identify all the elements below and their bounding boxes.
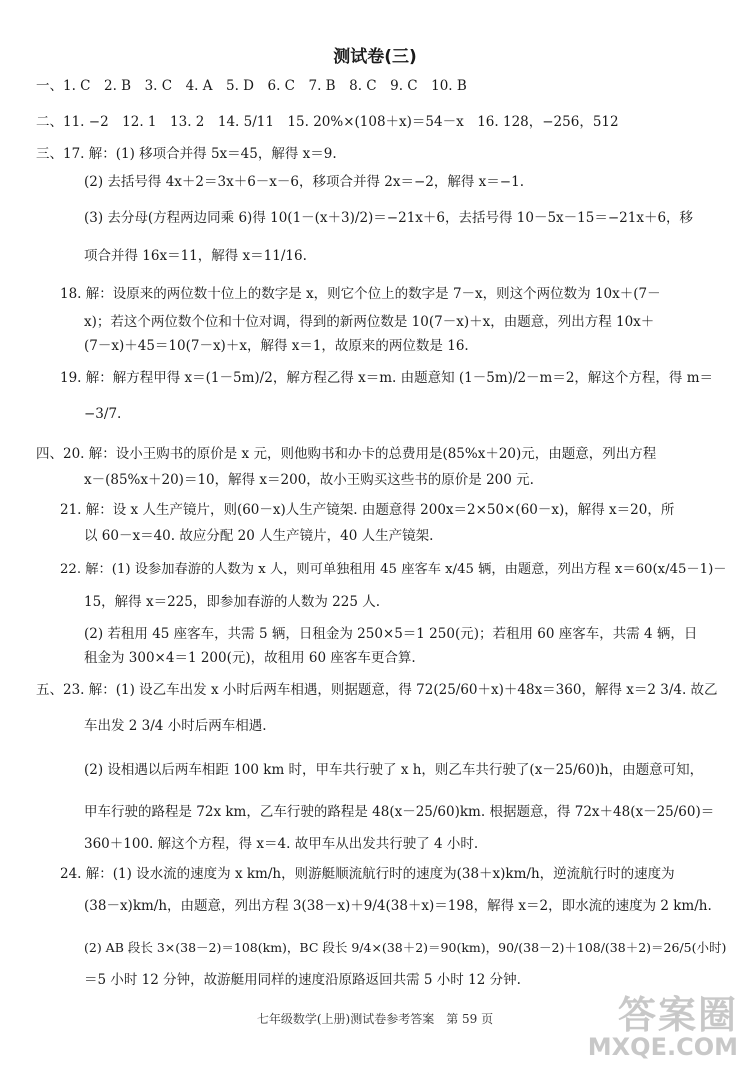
watermark-logo bbox=[588, 995, 738, 1059]
answer-line: 一、1. C 2. B 3. C 4. A 5. D 6. C 7. B 8. C 9. C 10. B bbox=[36, 78, 467, 94]
answer-line: ＝5 小时 12 分钟，故游艇用同样的速度沿原路返回共需 5 小时 12 分钟. bbox=[84, 972, 521, 988]
watermark-text: 答案圈 bbox=[617, 993, 738, 1037]
answer-line: 甲车行驶的路程是 72x km，乙车行驶的路程是 48(x－25/60)km. 根据题意，得 72x＋48(x－25/60)＝ bbox=[84, 804, 715, 820]
page-footer: 七年级数学(上册)测试卷参考答案 第 59 页 bbox=[256, 1012, 494, 1026]
answer-line: x－(85%x＋20)＝10，解得 x＝200，故小王购买这些书的原价是 200 元. bbox=[84, 472, 534, 488]
answer-line: 项合并得 16x＝11，解得 x＝11/16. bbox=[84, 248, 307, 264]
answer-line: 二、11. −2 12. 1 13. 2 14. 5/11 15. 20%×(108＋x)＝54－x 16. 128，−256，512 bbox=[36, 114, 619, 130]
answer-line: (2) AB 段长 3×(38－2)＝108(km)，BC 段长 9/4×(38＋2)＝90(km)，90/(38－2)＋108/(38＋2)＝26/5(小时) bbox=[84, 940, 727, 955]
answer-line: (3) 去分母(方程两边同乘 6)得 10(1－(x＋3)/2)＝−21x＋6，去括号得 10－5x－15＝−21x＋6，移 bbox=[84, 210, 694, 226]
answer-line: (38－x)km/h，由题意，列出方程 3(38－x)＋9/4(38＋x)＝198，解得 x＝2，即水流的速度为 2 km/h. bbox=[84, 898, 712, 914]
answer-line: 18. 解：设原来的两位数十位上的数字是 x，则它个位上的数字是 7－x，则这个两位数为 10x＋(7－ bbox=[60, 286, 661, 302]
answer-line: (7－x)＋45＝10(7－x)＋x，解得 x＝1，故原来的两位数是 16. bbox=[84, 338, 469, 354]
answer-line: −3/7. bbox=[84, 406, 122, 422]
answer-line: 三、17. 解：(1) 移项合并得 5x＝45，解得 x＝9. bbox=[36, 146, 337, 162]
answer-line: 四、20. 解：设小王购书的原价是 x 元，则他购书和办卡的总费用是(85%x＋20)元，由题意，列出方程 bbox=[36, 446, 657, 462]
answer-line: 24. 解：(1) 设水流的速度为 x km/h，则游艇顺流航行时的速度为(38＋x)km/h，逆流航行时的速度为 bbox=[60, 866, 675, 882]
answer-line: (2) 去括号得 4x＋2＝3x＋6－x－6，移项合并得 2x＝−2，解得 x＝−1. bbox=[84, 174, 524, 190]
answer-line: 租金为 300×4＝1 200(元)，故租用 60 座客车更合算. bbox=[84, 650, 416, 666]
answer-line: 以 60－x＝40. 故应分配 20 人生产镜片，40 人生产镜架. bbox=[84, 528, 434, 544]
answer-line: x)；若这个两位数个位和十位对调，得到的新两位数是 10(7－x)＋x，由题意，列出方程 10x＋ bbox=[84, 314, 655, 330]
answer-line: 360＋100. 解这个方程，得 x＝4. 故甲车从出发共行驶了 4 小时. bbox=[84, 836, 479, 852]
answer-line: 15，解得 x＝225，即参加春游的人数为 225 人. bbox=[84, 594, 380, 610]
watermark-url: MXQE.COM bbox=[587, 1033, 738, 1061]
answer-line: 车出发 2 3/4 小时后两车相遇. bbox=[84, 718, 267, 734]
page-title: 测试卷(三) bbox=[333, 47, 417, 67]
answer-line: (2) 若租用 45 座客车，共需 5 辆，日租金为 250×5＝1 250(元)；若租用 60 座客车，共需 4 辆，日 bbox=[84, 626, 698, 642]
answer-line: 22. 解：(1) 设参加春游的人数为 x 人，则可单独租用 45 座客车 x/45 辆，由题意，列出方程 x＝60(x/45－1)－ bbox=[60, 562, 727, 577]
answer-line: (2) 设相遇以后两车相距 100 km 时，甲车共行驶了 x h，则乙车共行驶了(x－25/60)h，由题意可知， bbox=[84, 762, 704, 778]
answer-line: 21. 解：设 x 人生产镜片，则(60－x)人生产镜架. 由题意得 200x＝2×50×(60－x)，解得 x＝20，所 bbox=[60, 502, 675, 518]
answer-line: 19. 解：解方程甲得 x＝(1－5m)/2，解方程乙得 x＝m. 由题意知 (1－5m)/2－m＝2，解这个方程，得 m＝ bbox=[60, 370, 714, 386]
answer-line: 五、23. 解：(1) 设乙车出发 x 小时后两车相遇，则据题意，得 72(25/60＋x)＋48x＝360，解得 x＝2 3/4. 故乙 bbox=[36, 682, 718, 698]
